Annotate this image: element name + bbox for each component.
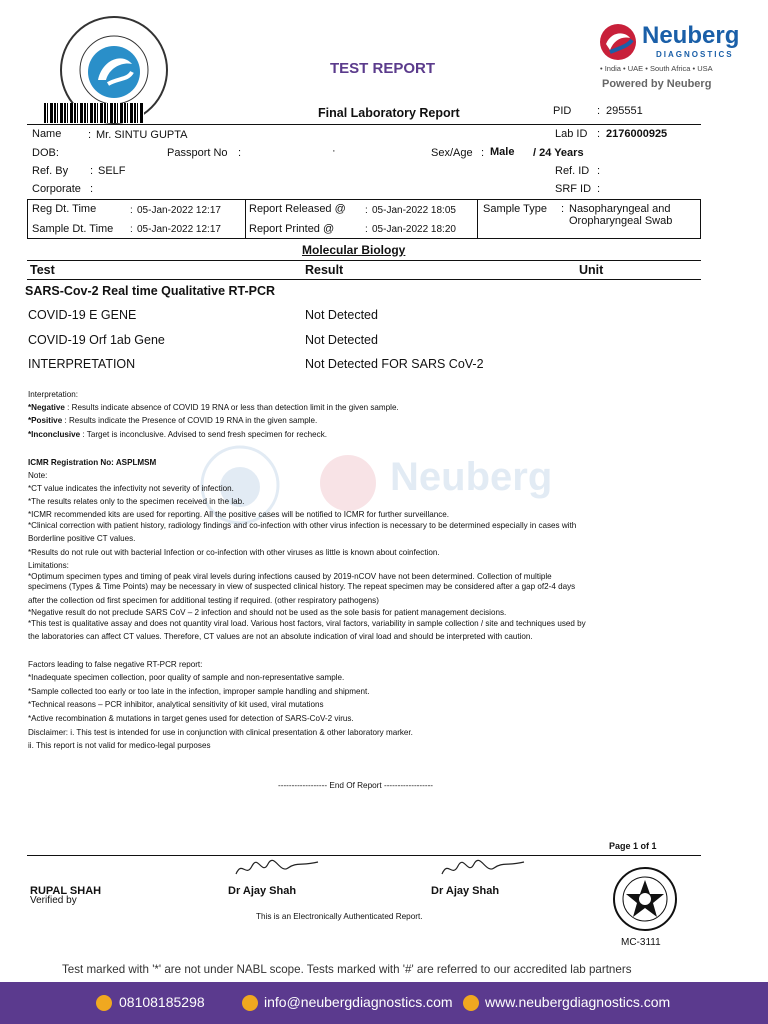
divider — [27, 124, 701, 125]
test-name: INTERPRETATION — [28, 357, 136, 371]
signatory-2-name: Dr Ajay Shah — [228, 885, 297, 897]
refby-colon: : — [90, 165, 94, 177]
sample-type-colon: : — [561, 203, 565, 215]
pid-value: 295551 — [606, 105, 643, 117]
divider — [27, 238, 701, 239]
note-line: specimens (Types & Time Points) may be necessary in view of suspected clinical history. The repeat specimen may be considered after a gap of2-4 days — [28, 582, 576, 591]
nabl-code: MC-3111 — [621, 937, 661, 948]
lab-id-value: 2176000925 — [606, 128, 668, 140]
note-line: Note: — [28, 471, 48, 480]
released-label: Report Released @ — [249, 203, 346, 215]
result-row — [28, 308, 136, 322]
refid-colon: : — [597, 165, 601, 177]
note-line: Limitations: — [28, 561, 69, 570]
interp-pos-label: *Positive — [28, 416, 63, 425]
brand-countries: • India • UAE • South Africa • USA — [600, 64, 713, 73]
factor-line: Factors leading to false negative RT-PCR report: — [28, 660, 203, 669]
divider — [27, 855, 701, 856]
divider — [27, 279, 701, 280]
sample-type-label: Sample Type — [483, 203, 548, 215]
interp-heading: Interpretation: — [28, 390, 78, 399]
srfid-colon: : — [597, 183, 601, 195]
signatory-1-role: Verified by — [30, 895, 77, 906]
dob-label: DOB: — [32, 147, 59, 159]
sexage-colon: : — [481, 147, 485, 159]
result-value: Not Detected — [305, 308, 378, 322]
section-title: Molecular Biology — [302, 243, 406, 257]
signature-2-image — [438, 856, 528, 885]
result-value: Not Detected — [305, 333, 378, 347]
interp-inc-text: : Target is inconclusive. Advised to send fresh specimen for recheck. — [80, 430, 328, 439]
globe-icon — [463, 995, 479, 1011]
refid-label: Ref. ID — [555, 165, 590, 177]
note-line: *The results relates only to the specimen received in the lab. — [28, 497, 245, 506]
test-name: COVID-19 E GENE — [28, 308, 137, 322]
sample-dt-value: 05-Jan-2022 12:17 — [137, 224, 221, 235]
icmr-registration: ICMR Registration No: ASPLMSM — [28, 458, 157, 467]
result-row — [28, 357, 135, 371]
note-line: the laboratories can affect CT values. Therefore, CT values are not an absolute indication of viral load and should be interpreted with caution. — [28, 632, 533, 641]
report-title: TEST REPORT — [330, 60, 436, 77]
divider — [245, 199, 246, 239]
note-line: Borderline positive CT values. — [28, 534, 136, 543]
panel-title: SARS-Cov-2 Real time Qualitative RT-PCR — [25, 284, 276, 298]
sample-dt-label: Sample Dt. Time — [32, 223, 114, 235]
passport-colon: : — [238, 147, 242, 159]
end-of-report: ------------------ End Of Report ------------------ — [278, 781, 434, 790]
signature-1-image — [232, 856, 322, 885]
brand-sub: DIAGNOSTICS — [656, 50, 734, 59]
factor-line: ii. This report is not valid for medico-legal purposes — [28, 741, 211, 750]
name-label: Name — [32, 128, 62, 140]
nabl-scope-note: Test marked with '*' are not under NABL scope. Tests marked with '#' are referred to our accredited lab partners — [62, 963, 632, 976]
corporate-colon: : — [90, 183, 94, 195]
sex-value: Male — [490, 146, 515, 158]
divider — [27, 199, 28, 239]
note-line: *Clinical correction with patient history, radiology findings and co-infection with other virus infection is necessary to be determined especially in cases with — [28, 521, 577, 530]
corporate-label: Corporate — [32, 183, 81, 195]
interp-pos-text: : Results indicate the Presence of COVID 19 RNA in the given sample. — [62, 416, 318, 425]
divider — [700, 199, 701, 239]
sample-type-line2: Oropharyngeal Swab — [569, 215, 673, 227]
factor-line: *Sample collected too early or too late in the infection, improper sample handling and shipment. — [28, 687, 370, 696]
neuberg-logo — [598, 22, 748, 92]
interp-positive — [28, 416, 317, 426]
passport-value: · — [332, 145, 336, 157]
name-value: Mr. SINTU GUPTA — [96, 129, 188, 141]
passport-label: Passport No — [167, 147, 228, 159]
brand-powered: Powered by Neuberg — [602, 78, 712, 90]
interp-inconclusive — [28, 430, 327, 440]
factor-line: *Technical reasons – PCR inhibitor, analytical sensitivity of kit used, viral mutations — [28, 700, 324, 709]
sexage-label: Sex/Age — [431, 147, 473, 159]
phone-icon — [96, 995, 112, 1011]
final-report-label: Final Laboratory Report — [318, 106, 460, 120]
factor-line: *Inadequate specimen collection, poor quality of sample and non-representative sample. — [28, 673, 345, 682]
printed-value: 05-Jan-2022 18:20 — [372, 224, 456, 235]
neuberg-swirl-icon — [598, 22, 638, 62]
refby-value: SELF — [98, 165, 126, 177]
note-line: *Optimum specimen types and timing of peak viral levels during infections caused by 2019-nCOV have not been determined. Collection of multiple — [28, 572, 552, 581]
refby-label: Ref. By — [32, 165, 69, 177]
interp-negative — [28, 403, 399, 413]
factor-line: Disclaimer: i. This test is intended for use in conjunction with clinical presentation & other laboratory marker. — [28, 728, 413, 737]
released-colon: : — [365, 205, 368, 216]
website-link[interactable]: www.neubergdiagnostics.com — [485, 994, 671, 1010]
email-icon — [242, 995, 258, 1011]
sample-type-line1: Nasopharyngeal and — [569, 203, 671, 215]
age-value: / 24 Years — [533, 147, 584, 159]
divider — [27, 260, 701, 261]
signatory-1-name: RUPAL SHAH — [30, 885, 102, 897]
name-colon: : — [88, 129, 92, 141]
printed-label: Report Printed @ — [249, 223, 335, 235]
lab-id-label: Lab ID — [555, 128, 588, 140]
page-number: Page 1 of 1 — [609, 841, 657, 851]
result-row — [28, 333, 165, 347]
note-line: *This test is qualitative assay and does not quantity viral load. Various host factors, viral factors, variability in sample collection / site and techniques used by — [28, 619, 586, 628]
nabl-seal — [612, 866, 678, 932]
col-test: Test — [30, 263, 55, 277]
phone-number[interactable]: 08108185298 — [119, 994, 205, 1010]
divider — [27, 199, 701, 200]
col-unit: Unit — [579, 263, 604, 277]
released-value: 05-Jan-2022 18:05 — [372, 205, 456, 216]
note-line: after the collection od first specimen for additional testing if required. (other respiratory pathogens) — [28, 596, 379, 605]
lab-id-colon: : — [597, 128, 601, 140]
note-line: *ICMR recommended kits are used for reporting. All the positive cases will be notified to ICMR for further surveillance. — [28, 510, 450, 519]
interp-inc-label: *Inconclusive — [28, 430, 81, 439]
reg-value: 05-Jan-2022 12:17 — [137, 205, 221, 216]
pid-colon: : — [597, 105, 601, 117]
printed-colon: : — [365, 224, 368, 235]
col-result: Result — [305, 263, 344, 277]
barcode — [44, 103, 144, 123]
reg-label: Reg Dt. Time — [32, 203, 97, 215]
note-line: *CT value indicates the infectivity not severity of infection. — [28, 484, 234, 493]
auth-note: This is an Electronically Authenticated Report. — [256, 912, 423, 921]
brand-name: Neuberg — [642, 22, 740, 49]
test-name: COVID-19 Orf 1ab Gene — [28, 333, 165, 347]
srfid-label: SRF ID — [555, 183, 592, 195]
email-link[interactable]: info@neubergdiagnostics.com — [264, 994, 453, 1010]
watermark-brand: Neuberg — [390, 455, 553, 499]
factor-line: *Active recombination & mutations in target genes used for detection of SARS-CoV-2 virus. — [28, 714, 354, 723]
pid-label: PID — [553, 105, 572, 117]
interp-neg-text: : Results indicate absence of COVID 19 RNA or less than detection limit in the given sample. — [64, 403, 399, 412]
sample-dt-colon: : — [130, 224, 133, 235]
reg-colon: : — [130, 205, 133, 216]
divider — [477, 199, 478, 239]
signatory-3-name: Dr Ajay Shah — [431, 885, 500, 897]
note-line: *Results do not rule out with bacterial Infection or co-infection with other viruses as little is known about coinfection. — [28, 548, 440, 557]
interp-neg-label: *Negative — [28, 403, 65, 412]
contact-bar — [0, 982, 768, 1024]
note-line: *Negative result do not preclude SARS CoV – 2 infection and should not be used as the sole basis for patient management decisions. — [28, 608, 507, 617]
result-value: Not Detected FOR SARS CoV-2 — [305, 357, 484, 371]
